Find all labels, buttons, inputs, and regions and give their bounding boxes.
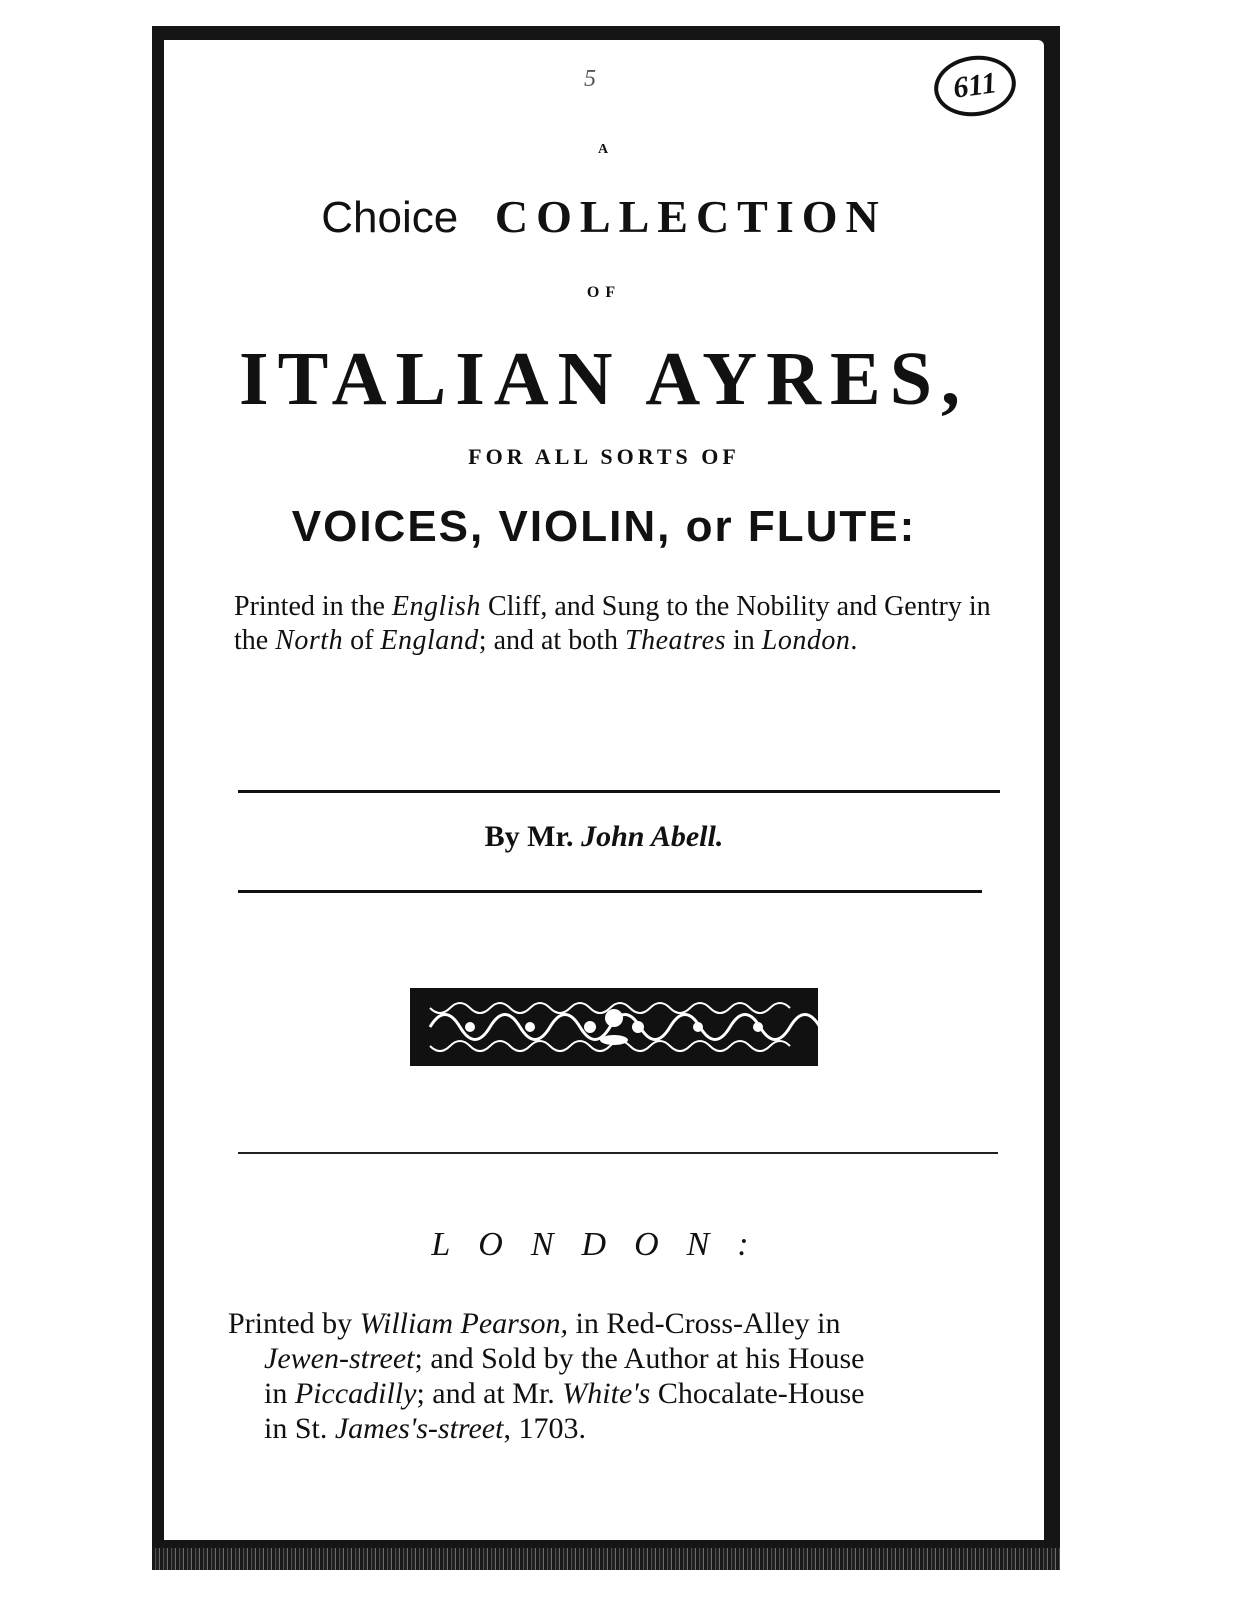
scan-edge — [152, 1548, 1060, 1570]
shelfmark-stamp: 611 — [930, 51, 1020, 122]
divider-rule — [238, 790, 1000, 793]
title-instruments: VOICES, VIOLIN, or FLUTE: — [291, 502, 917, 551]
pencil-mark: 5 — [584, 66, 596, 92]
author-name: John Abell. — [581, 820, 724, 853]
imprint-paragraph: Printed by William Pearson, in Red-Cross-Alley in Jewen-street; and Sold by the Author at his House in Piccadilly; and at Mr. White's Chocalate-House in St. James's-street, 1703. — [228, 1307, 865, 1445]
title-collection: COLLECTION — [494, 191, 887, 242]
divider-rule — [238, 890, 982, 893]
title-page — [164, 40, 1044, 1540]
printers-ornament — [410, 988, 818, 1066]
title-sorts: FOR ALL SORTS OF — [468, 444, 740, 469]
description-paragraph: Printed in the English Cliff, and Sung to the Nobility and Gentry in the North of England; and at both Theatres in London. — [234, 591, 991, 656]
author-byline: By Mr. John Abell. — [484, 820, 724, 853]
title-prefix: Choice — [321, 193, 459, 242]
imprint-place: LONDON: — [431, 1226, 777, 1263]
title-line-1 — [164, 190, 1044, 243]
title-of: OF — [586, 284, 622, 301]
page-scan-frame — [152, 26, 1060, 1570]
divider-rule-thin — [238, 1152, 998, 1154]
title-main: ITALIAN AYRES, — [239, 337, 969, 421]
title-article: A — [597, 142, 611, 157]
